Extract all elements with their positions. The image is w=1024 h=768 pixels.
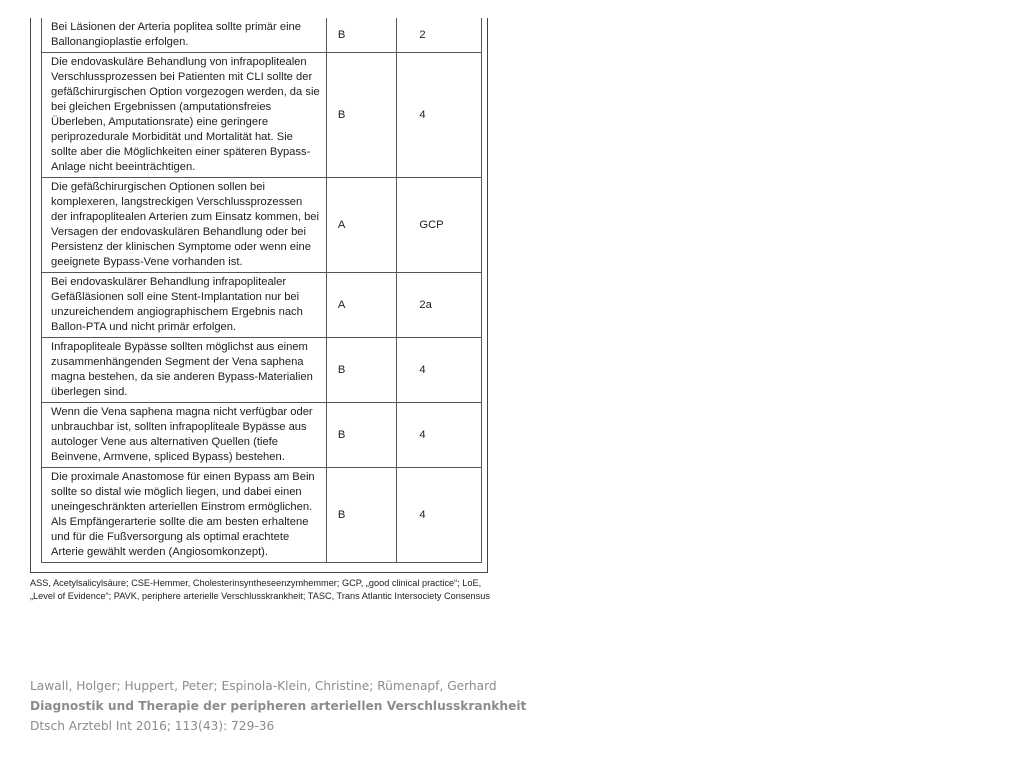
citation-journal: Dtsch Arztebl Int 2016; 113(43): 729-36 — [30, 719, 275, 733]
recommendation-grade: B — [326, 53, 397, 178]
recommendation-grade: B — [326, 403, 397, 468]
level-of-evidence: 2 — [397, 18, 482, 53]
recommendation-text: Die gefäßchirurgischen Optionen sollen bei komplexeren, langstreckigen Verschlussprozessen der infrapoplitealen Arterien zum Einsatz kommen, bei Versagen der endovaskulären Behandlung oder bei Persistenz der klinischen Symptome oder wenn eine geeignete Bypass-Vene vorhanden ist. — [42, 178, 327, 273]
table-row — [42, 468, 482, 563]
level-of-evidence: 2a — [397, 273, 482, 338]
level-of-evidence: GCP — [397, 178, 482, 273]
document-excerpt — [30, 18, 490, 603]
recommendation-text: Bei endovaskulärer Behandlung infrapoplitealer Gefäßläsionen soll eine Stent-Implantation nur bei unzureichendem angiographischem Ergebnis nach Ballon-PTA und nicht primär erfolgen. — [42, 273, 327, 338]
table-row — [42, 178, 482, 273]
recommendation-table — [41, 18, 482, 563]
citation-title: Diagnostik und Therapie der peripheren arteriellen Verschlusskrankheit — [30, 699, 527, 713]
recommendation-text: Die endovaskuläre Behandlung von infrapoplitealen Verschlussprozessen bei Patienten mit CLI sollte der gefäßchirurgischen Option vorgezogen werden, da sie bei gleichen Ergebnissen (amputationsfreies Überleben, Amputationsrate) eine geringere periprozedurale Morbidität und Mortalität hat. Sie sollte aber die Möglichkeiten einer späteren Bypass-Anlage nicht beeinträchtigen. — [42, 53, 327, 178]
table-row — [42, 18, 482, 53]
level-of-evidence: 4 — [397, 338, 482, 403]
citation-authors: Lawall, Holger; Huppert, Peter; Espinola-Klein, Christine; Rümenapf, Gerhard — [30, 679, 497, 693]
table-row — [42, 338, 482, 403]
table-row — [42, 273, 482, 338]
recommendation-text: Wenn die Vena saphena magna nicht verfügbar oder unbrauchbar ist, sollten infrapopliteale Bypässe aus autologer Vene aus alternativen Quellen (tiefe Beinvene, Armvene, spliced Bypass) bestehen. — [42, 403, 327, 468]
table-footnote: ASS, Acetylsalicylsäure; CSE-Hemmer, Cholesterinsyntheseenzymhemmer; GCP, „good clinical practice“; LoE, „Level of Evidence“; PAVK, periphere arterielle Verschlusskrankheit; TASC, Trans Atlantic Intersociety Consensus — [30, 578, 490, 601]
recommendation-text: Bei Läsionen der Arteria poplitea sollte primär eine Ballonangioplastie erfolgen. — [42, 18, 327, 53]
recommendation-grade: B — [326, 338, 397, 403]
level-of-evidence: 4 — [397, 403, 482, 468]
level-of-evidence: 4 — [397, 468, 482, 563]
recommendation-text: Infrapopliteale Bypässe sollten möglichst aus einem zusammenhängenden Segment der Vena saphena magna bestehen, da sie anderen Bypass-Materialien überlegen sind. — [42, 338, 327, 403]
table-row — [42, 53, 482, 178]
recommendation-text: Die proximale Anastomose für einen Bypass am Bein sollte so distal wie möglich liegen, und dabei einen uneingeschränkten arteriellen Einstrom ermöglichen. Als Empfängerarterie sollte die am besten erhaltene und für die Fußversorgung als optimal erachtete Arterie gewählt werden (Angiosomkonzept). — [42, 468, 327, 563]
recommendation-grade: B — [326, 18, 397, 53]
recommendation-grade: A — [326, 178, 397, 273]
citation-block — [30, 676, 526, 736]
recommendation-grade: A — [326, 273, 397, 338]
recommendation-grade: B — [326, 468, 397, 563]
level-of-evidence: 4 — [397, 53, 482, 178]
table-row — [42, 403, 482, 468]
table-frame — [30, 18, 488, 573]
